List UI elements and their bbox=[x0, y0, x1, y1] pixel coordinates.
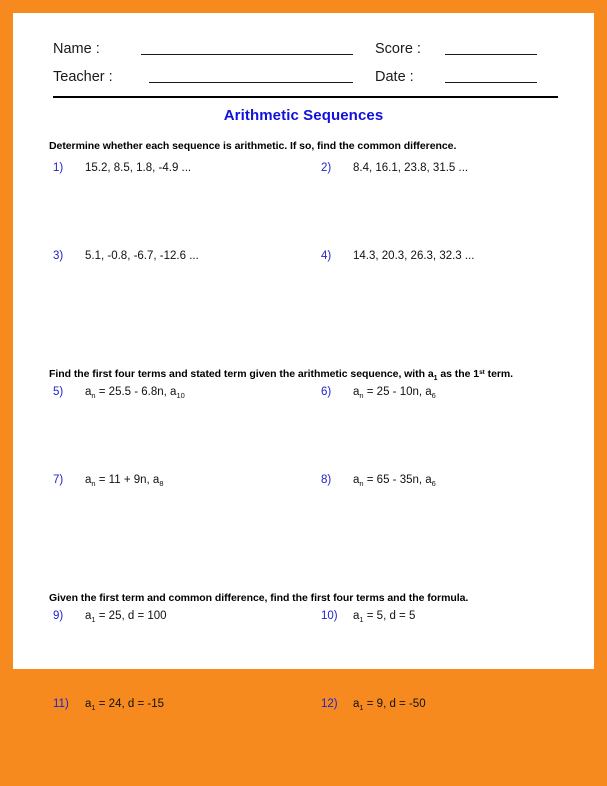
score-label: Score : bbox=[375, 41, 421, 57]
date-label: Date : bbox=[375, 69, 414, 85]
formula-body: = 25 - 10n, a bbox=[363, 386, 432, 398]
problem-number: 11) bbox=[53, 698, 69, 710]
problem-number: 5) bbox=[53, 386, 64, 398]
term-symbol: a bbox=[85, 610, 92, 622]
problem-text bbox=[85, 474, 163, 486]
formula-body: = 65 - 35n, a bbox=[363, 474, 432, 486]
problem-number: 4) bbox=[321, 250, 332, 262]
instruction-subscript: 1 bbox=[433, 374, 438, 382]
term-symbol: a bbox=[353, 386, 360, 398]
stated-term-subscript: 6 bbox=[431, 391, 436, 400]
problem-10[interactable] bbox=[321, 610, 415, 622]
problem-3[interactable] bbox=[53, 250, 199, 262]
problem-text bbox=[353, 610, 415, 622]
header-row-teacher bbox=[53, 59, 558, 87]
problem-row-5-6 bbox=[35, 386, 572, 474]
problem-text bbox=[353, 698, 426, 710]
stated-term-subscript: 8 bbox=[159, 479, 164, 488]
term-symbol: a bbox=[353, 610, 360, 622]
problem-row-3-4 bbox=[35, 250, 572, 338]
problem-text: 15.2, 8.5, 1.8, -4.9 ... bbox=[85, 162, 192, 174]
instruction-superscript: st bbox=[479, 368, 485, 376]
problem-row-9-10 bbox=[35, 610, 572, 698]
teacher-input-line[interactable] bbox=[149, 82, 353, 83]
stated-term-subscript: 10 bbox=[176, 391, 185, 400]
problem-9[interactable] bbox=[53, 610, 167, 622]
page-title: Arithmetic Sequences bbox=[223, 107, 384, 124]
term-subscript: 1 bbox=[91, 703, 96, 712]
term-subscript: 1 bbox=[359, 703, 364, 712]
problem-number: 10) bbox=[321, 610, 338, 622]
problem-text bbox=[85, 610, 167, 622]
problem-12[interactable] bbox=[321, 698, 426, 710]
problem-11[interactable] bbox=[53, 698, 164, 710]
instruction-section-3: Given the first term and common difference, find the first four terms and the formula. bbox=[49, 592, 469, 604]
problem-number: 8) bbox=[321, 474, 332, 486]
problem-number: 2) bbox=[321, 162, 332, 174]
problem-1[interactable] bbox=[53, 162, 191, 174]
term-subscript: n bbox=[359, 479, 364, 488]
name-input-line[interactable] bbox=[141, 54, 353, 55]
instruction-section-2 bbox=[35, 368, 572, 380]
instruction-part-a: Find the first four terms and stated term given the arithmetic sequence, with a bbox=[49, 368, 434, 380]
name-label: Name : bbox=[53, 41, 100, 57]
term-subscript: n bbox=[91, 391, 96, 400]
header-row-name bbox=[53, 31, 558, 59]
formula-body: = 5, d = 5 bbox=[363, 610, 416, 622]
problem-number: 6) bbox=[321, 386, 332, 398]
problem-number: 9) bbox=[53, 610, 64, 622]
term-subscript: n bbox=[359, 391, 364, 400]
header-divider bbox=[53, 96, 558, 98]
worksheet-header bbox=[35, 31, 572, 98]
instruction-section-1: Determine whether each sequence is arithmetic. If so, find the common difference. bbox=[49, 140, 457, 152]
problem-2[interactable] bbox=[321, 162, 468, 174]
instruction-part-c: term. bbox=[484, 368, 514, 380]
formula-body: = 25, d = 100 bbox=[95, 610, 167, 622]
problem-text bbox=[353, 474, 436, 486]
problem-text bbox=[353, 386, 436, 398]
problem-7[interactable] bbox=[53, 474, 163, 486]
term-symbol: a bbox=[353, 698, 360, 710]
problem-text: 14.3, 20.3, 26.3, 32.3 ... bbox=[353, 250, 475, 262]
problem-8[interactable] bbox=[321, 474, 436, 486]
problem-6[interactable] bbox=[321, 386, 436, 398]
problem-number: 3) bbox=[53, 250, 64, 262]
problem-text bbox=[85, 698, 164, 710]
formula-body: = 9, d = -50 bbox=[363, 698, 426, 710]
stated-term-subscript: 6 bbox=[431, 479, 436, 488]
problem-text: 5.1, -0.8, -6.7, -12.6 ... bbox=[85, 250, 199, 262]
problem-row-7-8 bbox=[35, 474, 572, 562]
term-symbol: a bbox=[85, 698, 92, 710]
worksheet-sheet bbox=[13, 13, 594, 712]
problem-text: 8.4, 16.1, 23.8, 31.5 ... bbox=[353, 162, 469, 174]
problem-number: 12) bbox=[321, 698, 338, 710]
problem-4[interactable] bbox=[321, 250, 474, 262]
problem-row-11-12 bbox=[35, 698, 572, 786]
teacher-label: Teacher : bbox=[53, 69, 113, 85]
problem-number: 1) bbox=[53, 162, 64, 174]
problem-5[interactable] bbox=[53, 386, 185, 398]
instruction-part-b: as the 1 bbox=[437, 368, 480, 380]
problem-number: 7) bbox=[53, 474, 64, 486]
term-subscript: 1 bbox=[359, 615, 364, 624]
problem-text bbox=[85, 386, 185, 398]
formula-body: = 24, d = -15 bbox=[95, 698, 164, 710]
formula-body: = 11 + 9n, a bbox=[95, 474, 160, 486]
score-input-line[interactable] bbox=[445, 54, 537, 55]
term-subscript: 1 bbox=[91, 615, 96, 624]
term-symbol: a bbox=[353, 474, 360, 486]
formula-body: = 25.5 - 6.8n, a bbox=[95, 386, 177, 398]
term-symbol: a bbox=[85, 474, 92, 486]
term-subscript: n bbox=[91, 479, 96, 488]
term-symbol: a bbox=[85, 386, 92, 398]
date-input-line[interactable] bbox=[445, 82, 537, 83]
problem-row-1-2 bbox=[35, 162, 572, 250]
